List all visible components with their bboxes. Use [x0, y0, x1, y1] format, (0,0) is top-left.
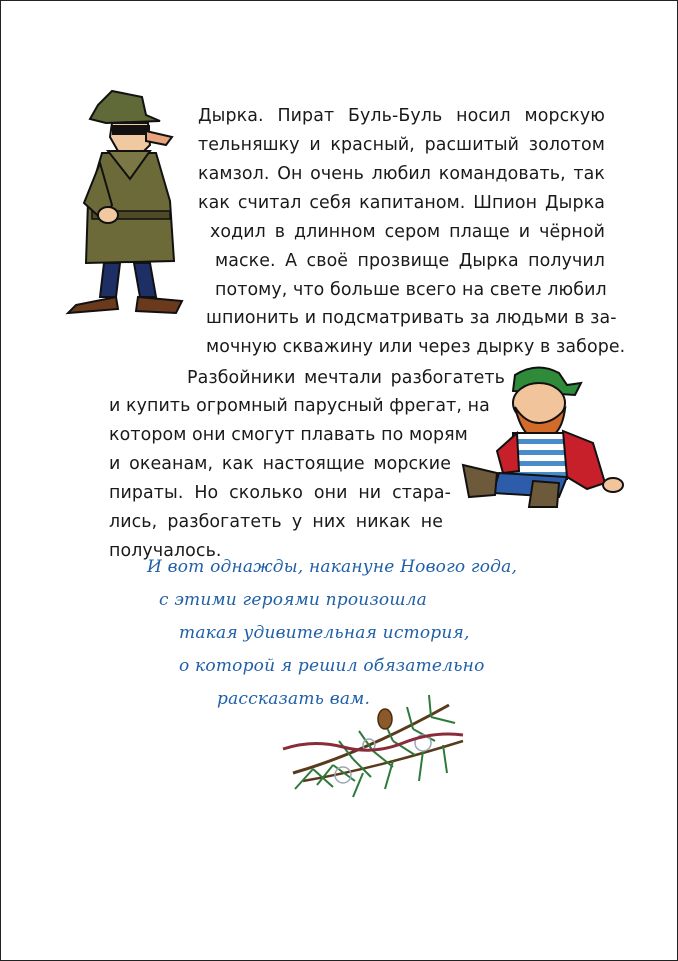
text-line: камзол. Он очень любил командовать, так — [198, 164, 605, 184]
text-line: и купить огромный парусный фрегат, на — [109, 396, 490, 416]
pine-branch-illustration — [273, 689, 473, 801]
text-line: маске. А своё прозвище Дырка получил — [215, 251, 605, 271]
text-line: мочную скважину или через дырку в заборе. — [206, 337, 626, 357]
text-line: ходил в длинном сером плаще и чёрной — [210, 222, 605, 242]
text-line: котором они смогут плавать по морям — [109, 425, 468, 445]
closing-line: с этими героями произошла — [159, 590, 428, 610]
closing-line: И вот однажды, накануне Нового года, — [147, 557, 518, 577]
spy-illustration — [46, 83, 196, 318]
text-line: шпионить и подсматривать за людьми в за- — [206, 308, 617, 328]
text-line: потому, что больше всего на свете любил — [215, 280, 607, 300]
text-line: Дырка. Пират Буль-Буль носил морскую — [198, 106, 605, 126]
closing-line: о которой я решил обязательно — [179, 656, 485, 676]
text-line: пираты. Но сколько они ни стара- — [109, 483, 451, 503]
text-line: тельняшку и красный, расшитый золотом — [198, 135, 605, 155]
text-line: и океанам, как настоящие морские — [109, 454, 451, 474]
closing-line: рассказать вам. — [217, 689, 371, 709]
pirate-illustration — [463, 361, 633, 511]
text-line: как считал себя капитаном. Шпион Дырка — [198, 193, 605, 213]
text-line: Разбойники мечтали разбогатеть — [187, 368, 505, 388]
text-line: лись, разбогатеть у них никак не — [109, 512, 443, 532]
text-line: получалось. — [109, 541, 222, 561]
closing-line: такая удивительная история, — [179, 623, 470, 643]
